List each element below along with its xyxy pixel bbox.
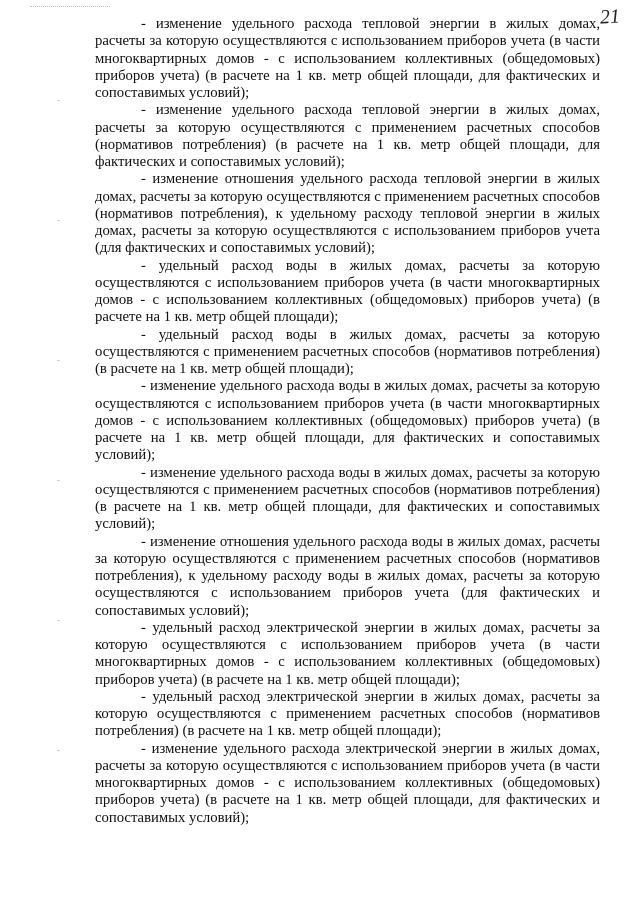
list-item: - изменение удельного расхода воды в жилых домах, расчеты за которую осуществляются с применением расчетных способов (нормативов потребления) (в расчете на 1 кв. метр общей площади, для фактических и сопоставимых условий); bbox=[95, 464, 600, 533]
scan-edge-marks bbox=[57, 100, 61, 800]
list-item: - изменение удельного расхода электрической энергии в жилых домах, расчеты за которую осуществляются с использованием приборов учета (в части многоквартирных домов - с использованием коллективных (общедомовых) приборов учета) (в расчете на 1 кв. метр общей площади, для фактических и сопоставимых условий); bbox=[95, 740, 600, 826]
list-item: - удельный расход воды в жилых домах, расчеты за которую осуществляются с применением расчетных способов (нормативов потребления) (в расчете на 1 кв. метр общей площади); bbox=[95, 326, 600, 377]
list-item: - удельный расход электрической энергии в жилых домах, расчеты за которую осуществляются с использованием приборов учета (в части многоквартирных домов - с использованием коллективных (общедомовых) приборов учета) (в расчете на 1 кв. метр общей площади); bbox=[95, 619, 600, 688]
list-item: - изменение удельного расхода воды в жилых домах, расчеты за которую осуществляются с использованием приборов учета (в части многоквартирных домов - с использованием коллективных (общедомовых) приборов учета) (в расчете на 1 кв. метр общей площади, для фактических и сопоставимых условий); bbox=[95, 378, 600, 464]
list-item: - удельный расход электрической энергии в жилых домах, расчеты за которую осуществляются с применением расчетных способов (нормативов потребления) (в расчете на 1 кв. метр общей площади); bbox=[95, 688, 600, 740]
page-number: 21 bbox=[599, 5, 621, 29]
document-body bbox=[95, 16, 600, 827]
list-item: - изменение отношения удельного расхода воды в жилых домах, расчеты за которую осуществляются с применением расчетных способов (нормативов потребления), к удельному расходу воды в жилых домах, расчеты за которую осуществляются с использованием приборов учета (для фактических и сопоставимых условий); bbox=[95, 533, 600, 619]
list-item: - изменение отношения удельного расхода тепловой энергии в жилых домах, расчеты за которую осуществляются с применением расчетных способов (нормативов потребления), к удельному расходу тепловой энергии в жилых домах, расчеты за которую осуществляются с использованием приборов учета (для фактических и сопоставимых условий); bbox=[95, 171, 600, 257]
list-item: - удельный расход воды в жилых домах, расчеты за которую осуществляются с использованием приборов учета (в части многоквартирных домов - с использованием коллективных (общедомовых) приборов учета) (в расчете на 1 кв. метр общей площади); bbox=[95, 257, 600, 326]
list-item: - изменение удельного расхода тепловой энергии в жилых домах, расчеты за которую осуществляются с применением расчетных способов (нормативов потребления) (в расчете на 1 кв. метр общей площади, для фактических и сопоставимых условий); bbox=[95, 102, 600, 170]
list-item: - изменение удельного расхода тепловой энергии в жилых домах, расчеты за которую осуществляются с использованием приборов учета (в части многоквартирных домов - с использованием коллективных (общедомовых) приборов учета) (в расчете на 1 кв. метр общей площади, для фактических и сопоставимых условий); bbox=[95, 16, 600, 101]
scan-artifact bbox=[30, 6, 110, 10]
